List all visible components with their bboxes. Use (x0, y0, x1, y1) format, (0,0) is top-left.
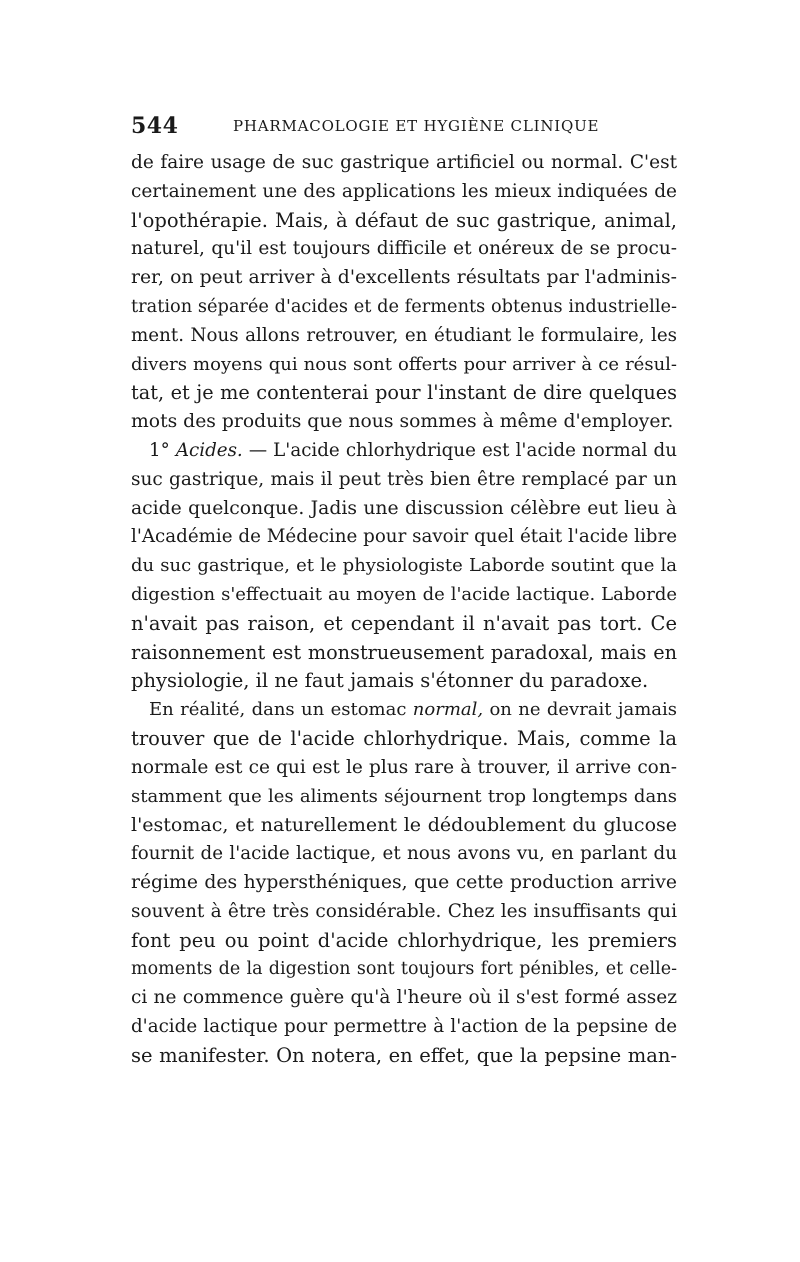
section-number: 1° (149, 439, 176, 461)
page-header (131, 113, 671, 143)
text-line: certainement une des applications les mieux indiquées de (131, 180, 677, 202)
text-line: régime des hypersthéniques, que cette production arrive (131, 871, 677, 893)
text-line: l'opothérapie. Mais, à défaut de suc gastrique, animal, (131, 208, 677, 232)
text-line: normale est ce qui est le plus rare à trouver, il arrive con- (131, 756, 677, 778)
text-line: trouver que de l'acide chlorhydrique. Mais, comme la (131, 726, 677, 750)
text-line: stamment que les aliments séjournent trop longtemps dans (131, 785, 677, 807)
emphasis-text: normal, (412, 699, 484, 721)
text-line: l'estomac, et naturellement le dédoublement du glucose (131, 814, 677, 837)
paragraph-end-line: mots des produits que nous sommes à même d'employer. (131, 411, 674, 433)
text-line: acide quelconque. Jadis une discussion célèbre eut lieu à (131, 497, 677, 519)
text-line: ci ne commence guère qu'à l'heure où il s'est formé assez (131, 987, 677, 1009)
text-line: de faire usage de suc gastrique artificiel ou normal. C'est (131, 152, 677, 173)
text-line: divers moyens qui nous sont offerts pour arriver à ce résul- (131, 353, 677, 375)
text-line: tat, et je me contenterai pour l'instant de dire quelques (131, 381, 677, 405)
text-line: du suc gastrique, et le physiologiste Laborde soutint que la (131, 555, 677, 577)
page-number: 544 (131, 113, 179, 139)
text-line: d'acide lactique pour permettre à l'action de la pepsine de (131, 1015, 677, 1037)
section-heading-line (131, 437, 677, 466)
text-line: ment. Nous allons retrouver, en étudiant le formulaire, les (131, 324, 677, 346)
text-line: moments de la digestion sont toujours fort pénibles, et celle- (131, 959, 677, 980)
section-title: Acides. (175, 439, 243, 461)
body-text (131, 149, 677, 1071)
line-text: En réalité, dans un estomac (149, 699, 413, 721)
text-line: fournit de l'acide lactique, et nous avons vu, en parlant du (131, 843, 677, 865)
text-line: tration séparée d'acides et de ferments obtenus industrielle- (131, 296, 677, 317)
text-line: suc gastrique, mais il peut très bien être remplacé par un (131, 468, 677, 490)
paragraph-start-line (131, 696, 677, 725)
text-line: font peu ou point d'acide chlorhydrique, les premiers (131, 928, 677, 952)
line-text: on ne devrait jamais (483, 699, 678, 721)
text-line: se manifester. On notera, en effet, que la pepsine man- (131, 1043, 677, 1067)
text-line: souvent à être très considérable. Chez les insuffisants qui (131, 900, 677, 922)
running-title: PHARMACOLOGIE ET HYGIÈNE CLINIQUE (233, 117, 600, 135)
paragraph-end-line: physiologie, il ne faut jamais s'étonner du paradoxe. (131, 669, 649, 693)
text-line: digestion s'effectuait au moyen de l'acide lactique. Laborde (131, 583, 677, 605)
text-line: n'avait pas raison, et cependant il n'avait pas tort. Ce (131, 611, 677, 635)
line-text: — L'acide chlorhydrique est l'acide normal du (242, 439, 677, 461)
text-line: naturel, qu'il est toujours difficile et onéreux de se procu- (131, 238, 677, 260)
text-line: l'Académie de Médecine pour savoir quel était l'acide libre (131, 526, 677, 548)
text-line: raisonnement est monstrueusement paradoxal, mais en (131, 640, 677, 664)
text-line: rer, on peut arriver à d'excellents résultats par l'adminis- (131, 267, 677, 289)
